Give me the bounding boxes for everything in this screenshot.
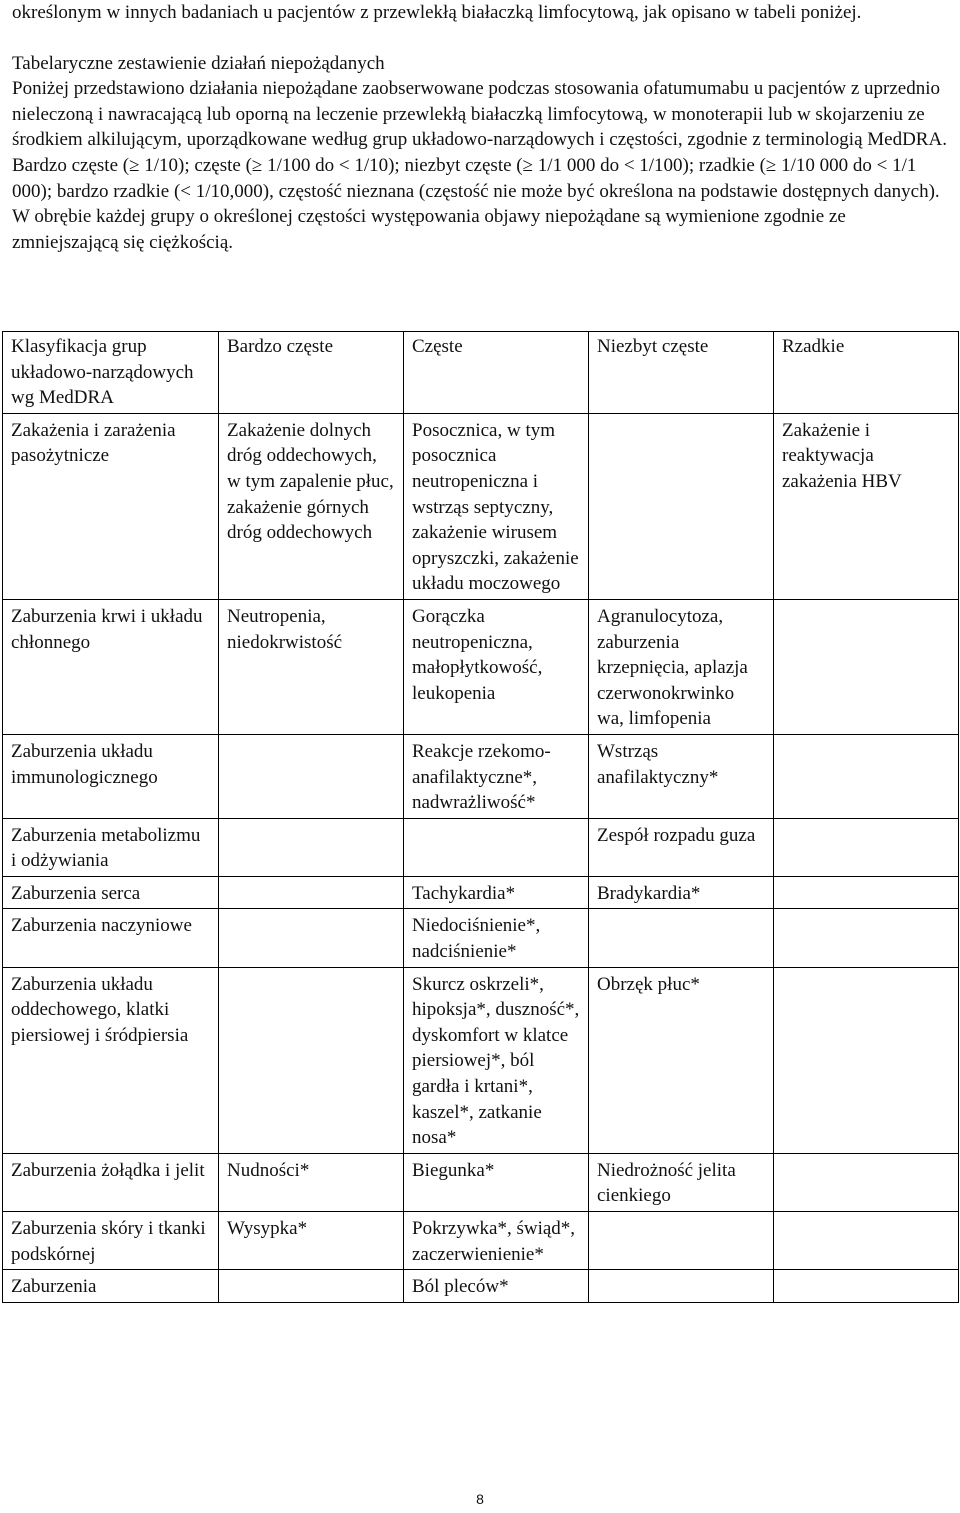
table-cell <box>219 734 404 818</box>
table-row <box>3 1212 959 1270</box>
table-cell <box>219 876 404 909</box>
table-cell: Zaburzenia <box>3 1270 219 1303</box>
table-cell <box>589 1270 774 1303</box>
table-cell: Zaburzenia metabolizmu i odżywiania <box>3 818 219 876</box>
table-cell <box>774 818 959 876</box>
table-cell <box>774 1270 959 1303</box>
table-row <box>3 413 959 599</box>
table-cell: Agranulocytoza, zaburzenia krzepnięcia, aplazja czerwonokrwinko wa, limfopenia <box>589 599 774 734</box>
table-cell: Zaburzenia serca <box>3 876 219 909</box>
table-cell <box>774 734 959 818</box>
table-cell: Zakażenia i zarażenia pasożytnicze <box>3 413 219 599</box>
table-row <box>3 734 959 818</box>
table-cell <box>589 1212 774 1270</box>
table-cell: Pokrzywka*, świąd*, zaczerwienienie* <box>404 1212 589 1270</box>
table-cell <box>589 909 774 967</box>
intro-continuation: określonym w innych badaniach u pacjentów z przewlekłą białaczką limfocytową, jak opisano w tabeli poniżej. <box>12 2 862 23</box>
table-cell <box>774 1153 959 1211</box>
table-cell <box>219 818 404 876</box>
intro-text <box>12 0 948 255</box>
table-cell: Zespół rozpadu guza <box>589 818 774 876</box>
table-row <box>3 967 959 1153</box>
table-cell: Obrzęk płuc* <box>589 967 774 1153</box>
table-cell <box>774 599 959 734</box>
header-cell-uncommon: Niezbyt częste <box>589 332 774 414</box>
table-cell: Zaburzenia układu oddechowego, klatki piersiowej i śródpiersia <box>3 967 219 1153</box>
table-header-row <box>3 332 959 414</box>
table-row <box>3 876 959 909</box>
adverse-reactions-table <box>2 331 959 1303</box>
table-cell: Reakcje rzekomo-anafilaktyczne*, nadwrażliwość* <box>404 734 589 818</box>
table-cell: Ból pleców* <box>404 1270 589 1303</box>
table-row <box>3 1270 959 1303</box>
table-cell: Bradykardia* <box>589 876 774 909</box>
table-cell: Zaburzenia skóry i tkanki podskórnej <box>3 1212 219 1270</box>
table-cell: Zaburzenia krwi i układu chłonnego <box>3 599 219 734</box>
table-row <box>3 1153 959 1211</box>
table-cell: Tachykardia* <box>404 876 589 909</box>
table-cell: Wstrząs anafilaktyczny* <box>589 734 774 818</box>
table-cell: Biegunka* <box>404 1153 589 1211</box>
table-row <box>3 818 959 876</box>
table-cell <box>774 967 959 1153</box>
table-cell: Zakażenie i reaktywacja zakażenia HBV <box>774 413 959 599</box>
table-cell <box>219 1270 404 1303</box>
table-cell <box>774 876 959 909</box>
table-cell <box>219 909 404 967</box>
table-cell: Neutropenia, niedokrwistość <box>219 599 404 734</box>
table-cell: Gorączka neutropeniczna, małopłytkowość, leukopenia <box>404 599 589 734</box>
table-cell: Niedrożność jelita cienkiego <box>589 1153 774 1211</box>
table-cell: Zaburzenia żołądka i jelit <box>3 1153 219 1211</box>
table-cell <box>774 1212 959 1270</box>
table-cell: Niedociśnienie*, nadciśnienie* <box>404 909 589 967</box>
section-heading: Tabelaryczne zestawienie działań niepożądanych <box>12 52 385 74</box>
header-cell-rare: Rzadkie <box>774 332 959 414</box>
table-cell <box>774 909 959 967</box>
table-cell <box>404 818 589 876</box>
table-cell: Posocznica, w tym posocznica neutropeniczna i wstrząs septyczny, zakażenie wirusem opryszczki, zakażenie układu moczowego <box>404 413 589 599</box>
header-cell-soc: Klasyfikacja grup układowo-narządowych wg MedDRA <box>3 332 219 414</box>
table-row <box>3 909 959 967</box>
intro-paragraph: Poniżej przedstawiono działania niepożądane zaobserwowane podczas stosowania ofatumumabu u pacjentów z uprzednio nieleczoną i nawracającą lub oporną na leczenie przewlekłą białaczką limfocytową, w monoterapii lub w skojarzeniu ze środkiem alkilującym, uporządkowane według grup układowo-narządowych i częstości, zgodnie z terminologią MedDRA. Bardzo częste (≥ 1/10); częste (≥ 1/100 do < 1/10); niezbyt częste (≥ 1/1 000 do < 1/100); rzadkie (≥ 1/10 000 do < 1/1 000); bardzo rzadkie (< 1/10,000), częstość nieznana (częstość nie może być określona na podstawie dostępnych danych). W obrębie każdej grupy o określonej częstości występowania objawy niepożądane są wymienione zgodnie ze zmniejszającą się ciężkością. <box>12 78 947 253</box>
header-cell-common: Częste <box>404 332 589 414</box>
table-cell: Nudności* <box>219 1153 404 1211</box>
table-cell: Zakażenie dolnych dróg oddechowych, w tym zapalenie płuc, zakażenie górnych dróg oddechowych <box>219 413 404 599</box>
table-cell: Zaburzenia naczyniowe <box>3 909 219 967</box>
table-row <box>3 599 959 734</box>
table-cell <box>589 413 774 599</box>
table-cell: Zaburzenia układu immunologicznego <box>3 734 219 818</box>
table-cell <box>219 967 404 1153</box>
table-cell: Skurcz oskrzeli*, hipoksja*, duszność*, dyskomfort w klatce piersiowej*, ból gardła i krtani*, kaszel*, zatkanie nosa* <box>404 967 589 1153</box>
header-cell-very-common: Bardzo częste <box>219 332 404 414</box>
page-number: 8 <box>476 1491 484 1507</box>
table-cell: Wysypka* <box>219 1212 404 1270</box>
